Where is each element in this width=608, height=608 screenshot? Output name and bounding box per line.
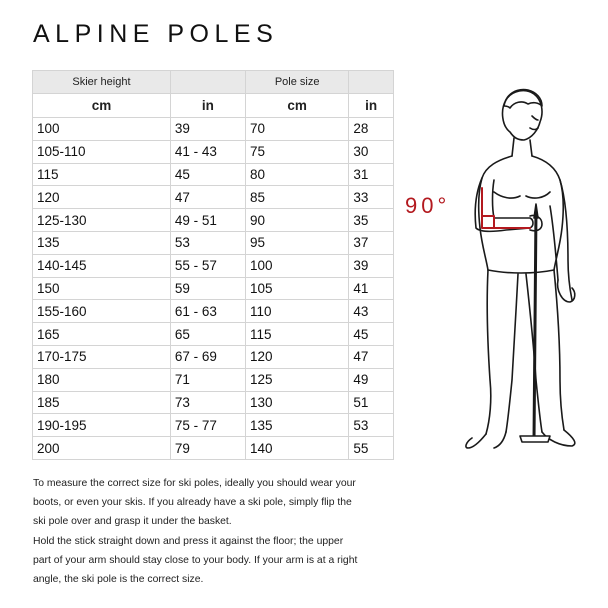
cell-pole-in: 30 — [349, 140, 394, 163]
table-row — [33, 345, 394, 368]
cell-pole-cm: 110 — [245, 300, 348, 323]
figure-bent-arm — [475, 178, 533, 231]
table-row — [33, 323, 394, 346]
right-angle-marker — [482, 188, 530, 228]
cell-pole-in: 51 — [349, 391, 394, 414]
cell-height-in: 65 — [170, 323, 245, 346]
cell-pole-cm: 90 — [245, 209, 348, 232]
table-row — [33, 300, 394, 323]
table-row — [33, 437, 394, 460]
cell-pole-cm: 120 — [245, 345, 348, 368]
cell-pole-cm: 105 — [245, 277, 348, 300]
table-row — [33, 277, 394, 300]
cell-pole-cm: 80 — [245, 163, 348, 186]
cell-height-in: 71 — [170, 368, 245, 391]
group-header-skier-height: Skier height — [33, 71, 171, 94]
cell-height-cm: 180 — [33, 368, 171, 391]
cell-pole-in: 39 — [349, 254, 394, 277]
figure-head — [503, 91, 542, 140]
cell-pole-in: 35 — [349, 209, 394, 232]
instructions-paragraph: To measure the correct size for ski poles, ideally you should wear your boots, or even your skis. If you already have a ski pole, simply flip the ski pole over and grasp it under the basket. — [33, 478, 356, 528]
cell-height-in: 55 - 57 — [170, 254, 245, 277]
table-row — [33, 368, 394, 391]
cell-height-in: 61 - 63 — [170, 300, 245, 323]
skier-figure-illustration — [402, 80, 602, 460]
table-row — [33, 209, 394, 232]
cell-height-in: 73 — [170, 391, 245, 414]
cell-pole-in: 28 — [349, 118, 394, 141]
figure-legs — [486, 270, 564, 434]
cell-height-cm: 165 — [33, 323, 171, 346]
cell-pole-cm: 140 — [245, 437, 348, 460]
cell-height-cm: 120 — [33, 186, 171, 209]
cell-pole-cm: 130 — [245, 391, 348, 414]
figure-neck — [512, 138, 532, 156]
figure-waistband — [488, 270, 554, 273]
cell-height-in: 41 - 43 — [170, 140, 245, 163]
cell-height-cm: 140-145 — [33, 254, 171, 277]
cell-pole-in: 41 — [349, 277, 394, 300]
cell-height-cm: 150 — [33, 277, 171, 300]
cell-height-cm: 100 — [33, 118, 171, 141]
table-row — [33, 254, 394, 277]
cell-height-in: 59 — [170, 277, 245, 300]
cell-height-cm: 155-160 — [33, 300, 171, 323]
cell-pole-cm: 100 — [245, 254, 348, 277]
cell-height-in: 67 - 69 — [170, 345, 245, 368]
unit-header-pole-in: in — [349, 94, 394, 118]
table-row — [33, 231, 394, 254]
size-table — [32, 70, 394, 460]
cell-pole-in: 53 — [349, 414, 394, 437]
measuring-instructions — [33, 474, 363, 589]
group-header-pole-size: Pole size — [245, 71, 348, 94]
cell-pole-in: 31 — [349, 163, 394, 186]
cell-height-cm: 115 — [33, 163, 171, 186]
instructions-paragraph: Hold the stick straight down and press it against the floor; the upper part of your arm should stay close to your body. If your arm is at a right angle, the ski pole is the correct size. — [33, 535, 358, 586]
group-header-row — [33, 71, 394, 94]
cell-height-cm: 125-130 — [33, 209, 171, 232]
cell-height-in: 47 — [170, 186, 245, 209]
figure-hair — [504, 90, 542, 108]
cell-height-cm: 135 — [33, 231, 171, 254]
cell-pole-cm: 115 — [245, 323, 348, 346]
cell-height-in: 45 — [170, 163, 245, 186]
cell-height-cm: 200 — [33, 437, 171, 460]
cell-height-in: 75 - 77 — [170, 414, 245, 437]
cell-height-in: 53 — [170, 231, 245, 254]
cell-pole-cm: 85 — [245, 186, 348, 209]
cell-height-in: 79 — [170, 437, 245, 460]
cell-pole-in: 33 — [349, 186, 394, 209]
cell-height-cm: 185 — [33, 391, 171, 414]
unit-header-height-in: in — [170, 94, 245, 118]
cell-pole-in: 37 — [349, 231, 394, 254]
table-row — [33, 391, 394, 414]
table-row — [33, 140, 394, 163]
size-table-body — [33, 118, 394, 460]
table-row — [33, 414, 394, 437]
cell-pole-cm: 75 — [245, 140, 348, 163]
unit-header-height-cm: cm — [33, 94, 171, 118]
group-header-blank — [349, 71, 394, 94]
unit-header-row — [33, 94, 394, 118]
page-title: ALPINE POLES — [33, 20, 279, 48]
cell-pole-in: 45 — [349, 323, 394, 346]
table-row — [33, 186, 394, 209]
cell-pole-in: 43 — [349, 300, 394, 323]
cell-pole-in: 49 — [349, 368, 394, 391]
cell-pole-cm: 95 — [245, 231, 348, 254]
cell-height-cm: 105-110 — [33, 140, 171, 163]
cell-height-cm: 190-195 — [33, 414, 171, 437]
group-header-blank — [170, 71, 245, 94]
cell-height-cm: 170-175 — [33, 345, 171, 368]
cell-pole-in: 55 — [349, 437, 394, 460]
table-row — [33, 163, 394, 186]
cell-height-in: 39 — [170, 118, 245, 141]
ski-pole — [520, 204, 550, 442]
cell-pole-cm: 70 — [245, 118, 348, 141]
cell-pole-cm: 125 — [245, 368, 348, 391]
cell-pole-cm: 135 — [245, 414, 348, 437]
table-row — [33, 118, 394, 141]
unit-header-pole-cm: cm — [245, 94, 348, 118]
cell-pole-in: 47 — [349, 345, 394, 368]
cell-height-in: 49 - 51 — [170, 209, 245, 232]
right-angle-label: 90° — [405, 193, 451, 218]
